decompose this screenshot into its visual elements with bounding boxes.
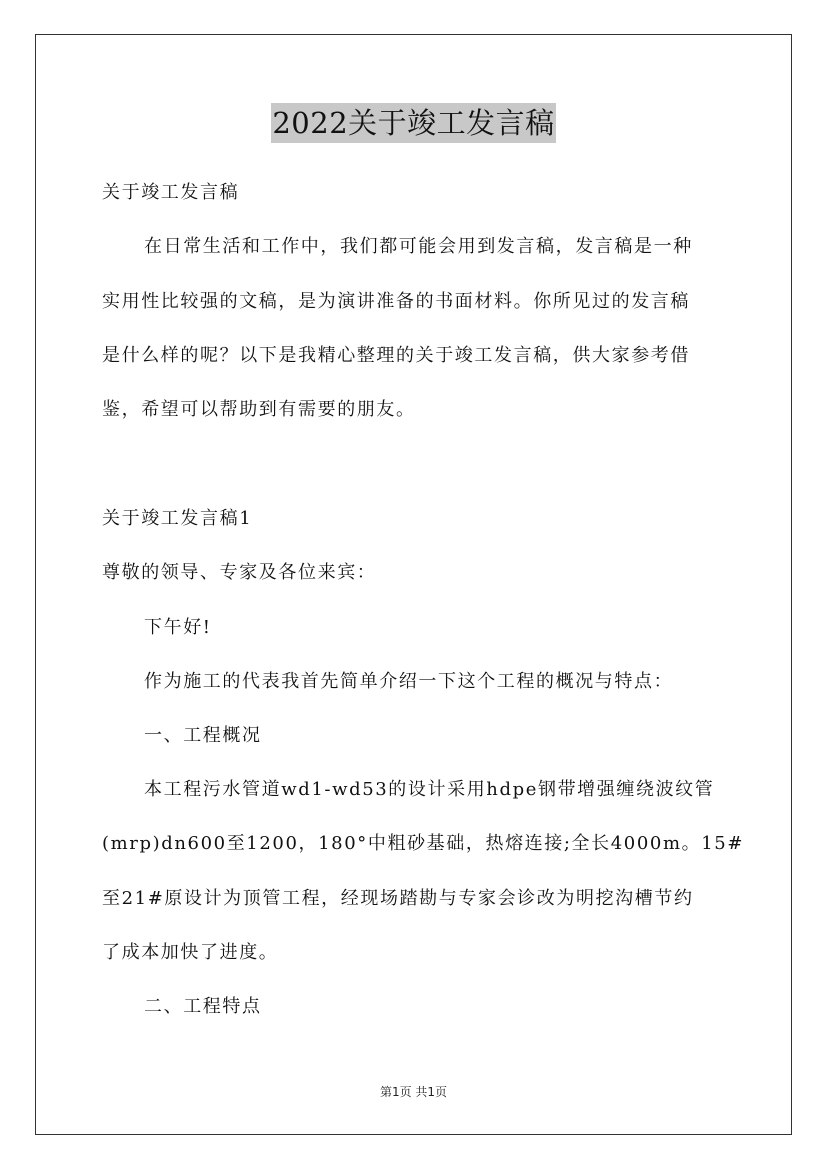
document-title: 2022关于竣工发言稿 [271,103,555,143]
greeting: 下午好! [144,617,212,638]
salutation: 尊敬的领导、专家及各位来宾： [102,562,377,583]
paragraph-line: (mrp)dn600至1200，180°中粗砂基础，热熔连接;全长4000m。15# [102,833,745,854]
subsection-heading: 二、工程特点 [144,996,262,1017]
paragraph-line: 了成本加快了进度。 [102,942,279,963]
title-container [0,103,827,143]
paragraph-line: 作为施工的代表我首先简单介绍一下这个工程的概况与特点： [144,671,674,692]
section-heading: 关于竣工发言稿 [102,182,240,203]
paragraph-line: 本工程污水管道wd1-wd53的设计采用hdpe钢带增强缠绕波纹管 [144,779,715,800]
paragraph-line: 实用性比较强的文稿，是为演讲准备的书面材料。你所见过的发言稿 [102,291,690,312]
page-footer: 第1页 共1页 [379,1085,448,1099]
paragraph-line: 在日常生活和工作中，我们都可能会用到发言稿，发言稿是一种 [144,236,693,257]
paragraph-line: 是什么样的呢？以下是我精心整理的关于竣工发言稿，供大家参考借 [102,345,690,366]
subsection-heading: 一、工程概况 [144,725,262,746]
paragraph-line: 至21#原设计为顶管工程，经现场踏勘与专家会诊改为明挖沟槽节约 [102,888,694,909]
paragraph-line: 鉴，希望可以帮助到有需要的朋友。 [102,399,416,420]
section-heading: 关于竣工发言稿1 [102,508,253,529]
